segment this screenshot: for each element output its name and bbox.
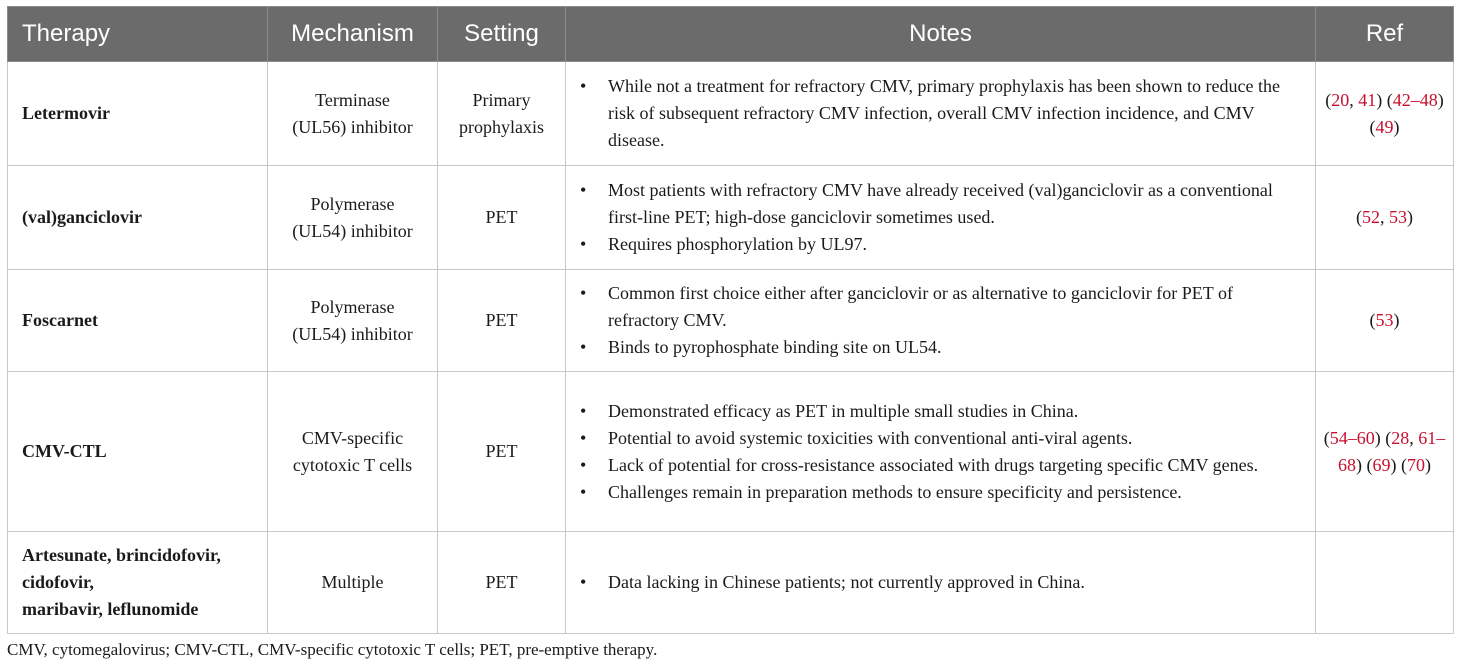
setting-text: PET: [485, 310, 518, 330]
therapy-name: CMV-CTL: [22, 441, 107, 461]
table-row: [8, 270, 1454, 372]
notes-list: [578, 280, 1303, 361]
cell-ref: [1316, 532, 1454, 634]
note-text: Challenges remain in preparation methods to ensure specificity and persistence.: [608, 481, 1182, 502]
table-row: [8, 62, 1454, 166]
mechanism-text: CMV-specific: [301, 427, 404, 448]
reference-punct: ): [1425, 454, 1431, 475]
cell-ref: [1316, 62, 1454, 166]
cell-mechanism: [268, 270, 438, 372]
note-item: [578, 425, 1303, 452]
reference-link[interactable]: 69: [1372, 454, 1391, 475]
setting-text: PET: [485, 207, 518, 227]
cell-ref: [1316, 270, 1454, 372]
note-item: [578, 398, 1303, 425]
reference-link[interactable]: 54–60: [1329, 427, 1375, 448]
note-text: Common first choice either after ganciclovir or as alternative to ganciclovir for PET of refractory CMV.: [608, 283, 1233, 330]
header-notes: Notes: [566, 7, 1316, 62]
reference-punct: ): [1393, 310, 1400, 330]
reference-punct: ) (: [1374, 427, 1392, 448]
mechanism-text: cytotoxic T cells: [292, 454, 413, 475]
cell-therapy: [8, 166, 268, 270]
cell-setting: [438, 62, 566, 166]
reference-link[interactable]: 70: [1407, 454, 1425, 475]
header-mechanism: Mechanism: [268, 7, 438, 62]
reference-punct: ) (: [1376, 89, 1393, 110]
reference-link[interactable]: 41: [1358, 89, 1377, 110]
reference-link[interactable]: 61–68: [1338, 427, 1446, 475]
reference-link[interactable]: 20: [1331, 89, 1350, 110]
note-text: Lack of potential for cross-resistance associated with drugs targeting specific CMV genes.: [608, 454, 1259, 475]
reference-link[interactable]: 42–48: [1392, 89, 1438, 110]
cell-mechanism: [268, 62, 438, 166]
note-text: Demonstrated efficacy as PET in multiple small studies in China.: [608, 400, 1079, 421]
therapy-name: Artesunate, brincidofovir,: [22, 545, 221, 565]
cell-notes: [566, 532, 1316, 634]
note-item: [578, 177, 1303, 231]
reference-link[interactable]: 49: [1375, 116, 1394, 137]
bullet-icon: •: [580, 283, 587, 303]
header-ref: Ref: [1316, 7, 1454, 62]
note-item: [578, 569, 1303, 596]
note-item: [578, 452, 1303, 479]
reference-punct: (: [1369, 310, 1376, 330]
cell-mechanism: [268, 372, 438, 532]
note-item: [578, 334, 1303, 361]
reference-punct: (: [1323, 427, 1330, 448]
therapy-name: Foscarnet: [22, 310, 98, 330]
bullet-icon: •: [580, 454, 587, 475]
therapy-table: [7, 6, 1454, 634]
note-text: While not a treatment for refractory CMV, primary prophylaxis has been shown to reduce the risk of subsequent refractory CMV infection, overall CMV infection incidence, and CMV disease.: [608, 76, 1280, 150]
reference-link[interactable]: 52: [1362, 207, 1380, 227]
cell-setting: [438, 166, 566, 270]
note-text: Requires phosphorylation by UL97.: [608, 234, 867, 254]
reference-link[interactable]: 28: [1391, 427, 1410, 448]
notes-list: [578, 569, 1303, 596]
cell-therapy: [8, 372, 268, 532]
notes-list: [578, 73, 1303, 154]
cell-mechanism: [268, 532, 438, 634]
cell-setting: [438, 372, 566, 532]
cell-notes: [566, 372, 1316, 532]
header-therapy: Therapy: [8, 7, 268, 62]
header-row: [8, 7, 1454, 62]
header-setting: Setting: [438, 7, 566, 62]
mechanism-text: (UL54) inhibitor: [292, 220, 413, 241]
note-text: Potential to avoid systemic toxicities with conventional anti-viral agents.: [608, 427, 1133, 448]
cell-therapy: [8, 270, 268, 372]
cell-setting: [438, 532, 566, 634]
mechanism-text: (UL54) inhibitor: [292, 323, 413, 344]
note-item: [578, 479, 1303, 506]
therapy-name: Letermovir: [22, 103, 110, 123]
therapy-name: (val)ganciclovir: [22, 207, 142, 227]
bullet-icon: •: [580, 180, 587, 200]
mechanism-text: Polymerase: [310, 296, 395, 317]
mechanism-text: (UL56) inhibitor: [292, 116, 413, 137]
cell-notes: [566, 270, 1316, 372]
cell-notes: [566, 166, 1316, 270]
setting-text: PET: [485, 441, 518, 461]
mechanism-text: Multiple: [321, 572, 384, 592]
mechanism-text: Terminase: [315, 89, 390, 110]
bullet-icon: •: [580, 427, 587, 448]
reference-link[interactable]: 53: [1389, 207, 1407, 227]
bullet-icon: •: [580, 337, 587, 357]
note-text: Binds to pyrophosphate binding site on UL54.: [608, 337, 942, 357]
cell-ref: [1316, 166, 1454, 270]
cell-setting: [438, 270, 566, 372]
reference-punct: ) (: [1356, 454, 1373, 475]
table-row: [8, 372, 1454, 532]
cell-therapy: [8, 532, 268, 634]
reference-punct: ,: [1409, 427, 1419, 448]
reference-punct: (: [1356, 207, 1362, 227]
cell-notes: [566, 62, 1316, 166]
cell-therapy: [8, 62, 268, 166]
bullet-icon: •: [580, 76, 587, 96]
table-footnote: CMV, cytomegalovirus; CMV-CTL, CMV-specific cytotoxic T cells; PET, pre-emptive therapy.: [7, 640, 658, 659]
cell-ref: [1316, 372, 1454, 532]
setting-text: prophylaxis: [459, 116, 544, 137]
table-container: [7, 6, 1453, 634]
therapy-name: cidofovir,: [22, 572, 94, 592]
table-row: [8, 532, 1454, 634]
reference-punct: ) (: [1369, 89, 1444, 137]
setting-text: Primary: [472, 89, 531, 110]
note-item: [578, 73, 1303, 154]
mechanism-text: Polymerase: [310, 193, 395, 214]
reference-punct: ): [1407, 207, 1413, 227]
note-text: Most patients with refractory CMV have already received (val)ganciclovir as a conventional first-line PET; high-dose ganciclovir sometimes used.: [608, 180, 1273, 227]
table-row: [8, 166, 1454, 270]
notes-list: [578, 398, 1303, 506]
table-body: [8, 62, 1454, 634]
bullet-icon: •: [580, 572, 587, 592]
reference-punct: ): [1393, 116, 1400, 137]
note-item: [578, 280, 1303, 334]
therapy-name: maribavir, leflunomide: [22, 599, 199, 619]
notes-list: [578, 177, 1303, 258]
note-item: [578, 231, 1303, 258]
reference-punct: ,: [1380, 207, 1389, 227]
bullet-icon: •: [580, 234, 587, 254]
reference-link[interactable]: 53: [1375, 310, 1394, 330]
setting-text: PET: [485, 572, 518, 592]
reference-punct: ) (: [1390, 454, 1407, 475]
bullet-icon: •: [580, 481, 587, 502]
reference-punct: (: [1325, 89, 1332, 110]
reference-punct: ,: [1349, 89, 1359, 110]
bullet-icon: •: [580, 400, 587, 421]
cell-mechanism: [268, 166, 438, 270]
note-text: Data lacking in Chinese patients; not currently approved in China.: [608, 572, 1085, 592]
